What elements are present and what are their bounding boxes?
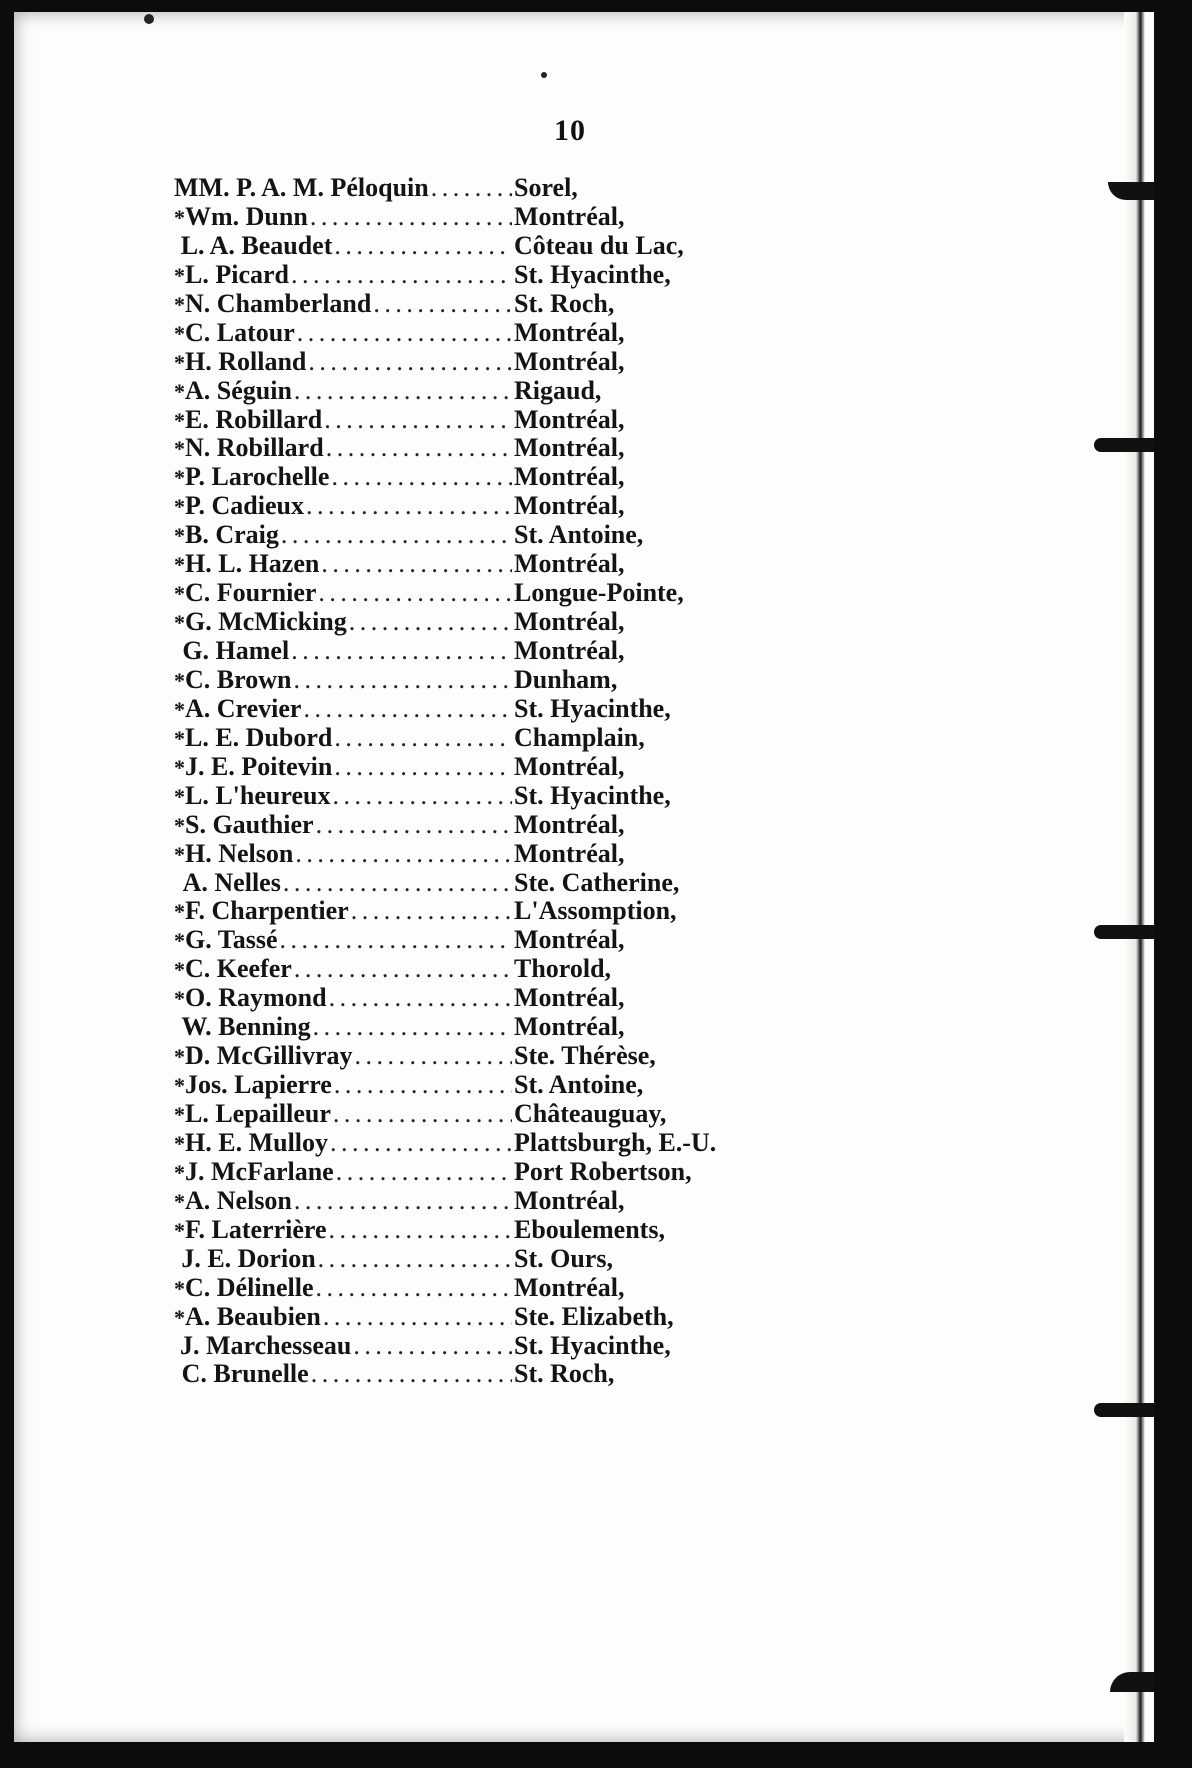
entry-place: St. Hyacinthe, [514,780,671,810]
entry-place: Montréal, [514,1012,625,1042]
dot-leader [336,1158,512,1187]
list-item [174,492,814,521]
entry-place: Ste. Catherine, [514,867,680,897]
entry-name: O. Raymond [185,983,327,1013]
list-item [174,1216,814,1245]
dot-leader [294,955,512,984]
entry-place: Montréal, [514,1272,625,1302]
entry-name: G. Tassé [185,925,278,955]
asterisk-marker: * [174,552,185,578]
entry-place: Montréal, [514,751,625,781]
entry-place: Rigaud, [514,375,602,405]
list-item [174,811,814,840]
entry-name: N. Robillard [185,433,324,463]
entry-name: P. Larochelle [185,462,330,492]
entry-name: A. Beaubien [185,1301,321,1331]
dot-leader [334,1071,512,1100]
asterisk-marker: * [174,1217,185,1243]
dot-leader [326,434,512,463]
asterisk-marker: * [174,841,185,867]
asterisk-marker: * [174,812,185,838]
entry-place: L'Assomption, [514,896,677,926]
asterisk-marker: * [174,262,185,288]
entry-place: Montréal, [514,838,625,868]
list-item [174,377,814,406]
dot-leader [294,1187,512,1216]
binding-stitch [1110,1672,1154,1692]
entry-place: Montréal, [514,607,625,637]
asterisk-marker: * [174,610,185,636]
asterisk-marker: * [174,407,185,433]
binding-stitch [1094,438,1154,452]
entry-place: Montréal, [514,404,625,434]
list-item [174,753,814,782]
entry-name: L. Lepailleur [185,1099,331,1128]
entry-name: L. Picard [185,259,289,289]
dot-leader [313,1013,512,1042]
dot-leader [308,348,512,377]
entry-name: A. Nelles [182,867,281,897]
entry-place: Montréal, [514,809,625,839]
dot-leader [373,290,512,319]
dot-leader [293,666,512,695]
list-item [174,1100,814,1129]
asterisk-marker: * [174,667,185,693]
entry-name: D. McGillivray [185,1041,353,1071]
list-item [174,897,814,926]
list-item [174,926,814,955]
page-number: 10 [554,114,586,147]
dot-leader [431,174,512,203]
entry-name: Wm. Dunn [185,201,308,231]
asterisk-marker: * [174,899,185,925]
entry-name: C. Brunelle [181,1359,309,1389]
dot-leader [334,232,512,261]
dot-leader [349,608,512,637]
entry-name: Jos. Lapierre [185,1070,332,1100]
dot-leader [316,1274,512,1303]
list-item [174,1013,814,1042]
entry-place: Ste. Elizabeth, [514,1301,674,1331]
dot-leader [332,782,512,811]
entry-place: Montréal, [514,433,625,463]
dot-leader [329,984,512,1013]
list-item [174,1042,814,1071]
dot-leader [283,869,512,898]
list-item [174,1332,814,1361]
entry-place: Longue-Pointe, [514,578,684,608]
entry-place: Montréal, [514,925,625,955]
ink-speck [541,72,547,78]
entry-name: N. Chamberland [185,288,372,318]
dot-leader [329,1216,513,1245]
dot-leader [295,840,512,869]
dot-leader [316,811,512,840]
entry-place: Montréal, [514,317,625,347]
entry-place: St. Hyacinthe, [514,259,671,289]
dot-leader [353,1332,512,1361]
list-item [174,782,814,811]
entry-name: J. E. Dorion [181,1243,316,1273]
list-item [174,1303,814,1332]
entry-name: H. Rolland [185,346,307,376]
entry-name: H. Nelson [185,838,294,868]
asterisk-marker: * [174,928,185,954]
entry-name: L. E. Dubord [185,722,333,752]
dot-leader [323,1303,512,1332]
entry-place: Montréal, [514,491,625,521]
asterisk-marker: * [174,465,185,491]
binding-stitch [1108,182,1154,200]
list-item [174,319,814,348]
list-item [174,724,814,753]
entry-name: B. Craig [185,520,279,550]
asterisk-marker: * [174,783,185,809]
entry-place: St. Hyacinthe, [514,693,671,723]
entry-name: C. Keefer [185,954,292,984]
entry-place: Plattsburgh, E.-U. [514,1127,717,1157]
dot-leader [291,261,512,290]
entry-place: Dunham, [514,664,618,694]
entry-place: St. Ours, [514,1243,613,1273]
list-item [174,1245,814,1274]
dot-leader [310,203,512,232]
dot-leader [351,897,512,926]
list-item [174,290,814,319]
list-item [174,463,814,492]
entry-name: A. Crevier [185,693,302,723]
dot-leader [280,926,513,955]
entry-place: St. Roch, [514,1359,615,1389]
ink-speck [144,14,154,24]
list-item [174,1187,814,1216]
entry-name: J. McFarlane [185,1156,334,1186]
dot-leader [291,637,512,666]
asterisk-marker: * [174,494,185,520]
asterisk-marker: * [174,1275,185,1301]
asterisk-marker: * [174,1304,185,1330]
list-item [174,666,814,695]
book-page [14,12,1154,1742]
entry-name: C. Fournier [185,578,317,608]
list-item [174,232,814,261]
entry-place: Montréal, [514,636,625,665]
dot-leader [318,1245,512,1274]
entry-place: Eboulements, [514,1214,665,1244]
entry-name: L. A. Beaudet [180,230,333,260]
list-item [174,695,814,724]
entry-place: Montréal, [514,983,625,1013]
list-item [174,869,814,898]
entry-place: St. Antoine, [514,1070,644,1100]
entry-name: F. Charpentier [185,896,349,926]
list-item [174,955,814,984]
entry-name: H. E. Mulloy [185,1127,329,1157]
list-item [174,261,814,290]
list-item [174,637,814,666]
list-item [174,608,814,637]
list-item [174,406,814,435]
list-item [174,984,814,1013]
list-item [174,1071,814,1100]
entry-name: G. Hamel [182,636,290,665]
entry-name: G. McMicking [185,607,347,637]
asterisk-marker: * [174,1073,185,1099]
asterisk-marker: * [174,696,185,722]
entry-name: E. Robillard [185,404,323,434]
asterisk-marker: * [174,957,185,983]
entry-place: Montréal, [514,549,625,579]
asterisk-marker: * [174,1130,185,1156]
list-item [174,579,814,608]
asterisk-marker: * [174,1044,185,1070]
asterisk-marker: * [174,986,185,1012]
entry-name: C. Brown [185,664,292,694]
entry-name: F. Laterrière [185,1214,327,1244]
dot-leader [318,579,512,608]
dot-leader [334,724,512,753]
dot-leader [333,1100,512,1129]
entry-place: St. Hyacinthe, [514,1330,671,1360]
list-item [174,550,814,579]
dot-leader [306,492,512,521]
asterisk-marker: * [174,378,185,404]
entry-place: Châteauguay, [514,1099,667,1128]
binding-spine [1124,12,1154,1742]
entry-place: Montréal, [514,462,625,492]
entry-place: Champlain, [514,722,645,752]
asterisk-marker: * [174,320,185,346]
asterisk-marker: * [174,436,185,462]
list-item [174,840,814,869]
dot-leader [281,521,512,550]
dot-leader [355,1042,512,1071]
dot-leader [330,1129,512,1158]
dot-leader [303,695,512,724]
asterisk-marker: * [174,581,185,607]
entry-place: Ste. Thérèse, [514,1041,656,1071]
dot-leader [321,550,512,579]
asterisk-marker: * [174,754,185,780]
entry-place: Montréal, [514,346,625,376]
list-item [174,348,814,377]
entry-name: W. Benning [181,1012,311,1042]
entry-name: J. E. Poitevin [185,751,333,781]
list-item [174,521,814,550]
entry-name: J. Marchesseau [179,1330,352,1360]
dot-leader [294,377,512,406]
entry-name: MM. P. A. M. Péloquin [174,173,429,202]
entry-place: St. Antoine, [514,520,644,550]
asterisk-marker: * [174,1102,185,1127]
list-item [174,174,814,203]
entry-name: P. Cadieux [185,491,304,521]
binding-stitch [1094,1403,1154,1417]
entry-name: C. Délinelle [185,1272,314,1302]
asterisk-marker: * [174,204,185,230]
asterisk-marker: * [174,291,185,317]
list-item [174,1274,814,1303]
entry-name: A. Nelson [185,1185,292,1215]
asterisk-marker: * [174,523,185,549]
dot-leader [334,753,512,782]
entry-place: Côteau du Lac, [514,230,684,260]
list-item [174,1360,814,1389]
dot-leader [324,406,512,435]
entry-place: Montréal, [514,201,625,231]
entry-name: C. Latour [185,317,295,347]
list-item [174,203,814,232]
asterisk-marker: * [174,1159,185,1185]
entry-name: A. Séguin [185,375,292,405]
entry-name: L. L'heureux [185,780,331,810]
asterisk-marker: * [174,349,185,375]
entry-name: S. Gauthier [185,809,314,839]
binding-stitch [1094,925,1154,939]
asterisk-marker: * [174,1188,185,1214]
entry-place: St. Roch, [514,288,615,318]
list-item [174,434,814,463]
dot-leader [311,1360,512,1389]
entry-name: H. L. Hazen [185,549,320,579]
dot-leader [331,463,512,492]
entry-place: Port Robertson, [514,1156,692,1186]
entry-place: Sorel, [514,173,578,202]
entry-place: Thorold, [514,954,612,984]
member-list [174,174,814,1389]
asterisk-marker: * [174,725,185,751]
entry-place: Montréal, [514,1185,625,1215]
dot-leader [297,319,512,348]
list-item [174,1129,814,1158]
list-item [174,1158,814,1187]
